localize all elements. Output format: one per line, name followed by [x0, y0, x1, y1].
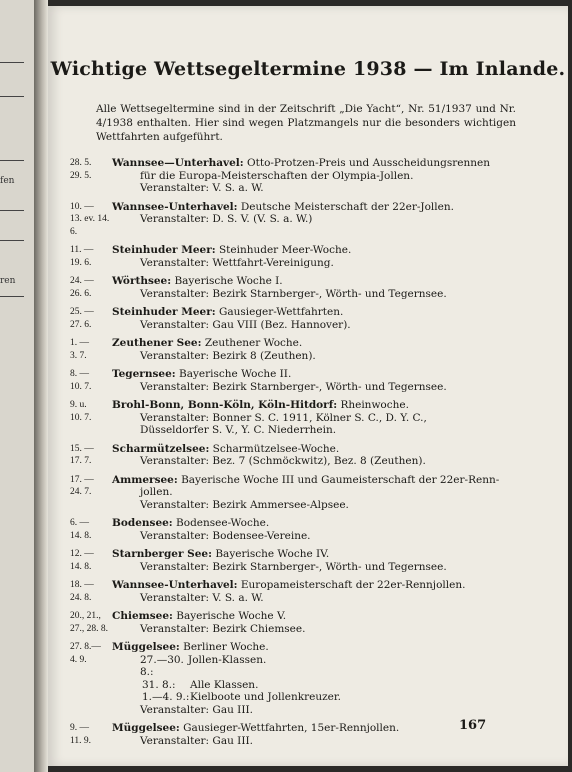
schedule-entry [70, 443, 520, 468]
entry-detail-line: Veranstalter: Bezirk Starnberger-, Wörth- und Tegernsee. [140, 287, 447, 300]
left-page-fragment: fen [0, 176, 15, 186]
page-title: Wichtige Wettsegeltermine 1938 — Im Inlande. [50, 58, 566, 80]
entry-detail-line: Veranstalter: V. S. a. W. [140, 182, 264, 194]
left-page-fragment: ren [0, 276, 16, 286]
entry-date-end: 17. 7. [70, 456, 92, 466]
entry-detail-line: Düsseldorfer S. V., Y. C. Niederrhein. [140, 424, 337, 436]
sub-date: 1.—4. 9.: [142, 691, 190, 703]
entry-date-end: 26. 6. [70, 288, 92, 299]
schedule-entry [70, 244, 520, 269]
entry-detail-line: Veranstalter: Wettfahrt-Vereinigung. [140, 256, 334, 269]
entry-date-start: 25. — [70, 307, 94, 317]
book-gutter [34, 0, 48, 772]
entry-date-start: 27. 8.— [70, 642, 101, 652]
entry-location: Ammersee: [112, 473, 178, 486]
schedule-entry [70, 201, 520, 239]
entry-event: Otto-Protzen-Preis und Ausscheidungsrennen [247, 157, 491, 169]
schedule-entry [70, 548, 520, 573]
entry-date-end: 19. 6. [70, 257, 92, 268]
entry-location: Steinhuder Meer: [112, 244, 216, 256]
left-page-rule [0, 296, 24, 297]
entry-detail-line: jollen. [140, 486, 173, 498]
entry-location: Bodensee: [112, 517, 173, 529]
entry-event: Gausieger-Wettfahrten. [218, 306, 344, 318]
entry-location: Wannsee—Unterhavel: [112, 157, 244, 169]
entry-date-start: 9. — [70, 723, 89, 733]
entry-date-end: 27., 28. 8. [70, 623, 108, 634]
schedule-entry [70, 474, 520, 512]
entry-date-end: 14. 8. [70, 561, 92, 572]
entry-organizer: Veranstalter: Gau III. [140, 734, 253, 747]
entry-date-start: 15. — [70, 443, 94, 454]
intro-paragraph: Alle Wettsegeltermine sind in der Zeitschrift „Die Yacht“, Nr. 51/1937 und Nr. 4/1938 enthalten. Hier sind wegen Platzmangels nur die besonders wichtigen Wettfahrten aufgeführt. [96, 103, 516, 143]
entry-date-start: 18. — [70, 580, 94, 590]
sub-date: 31. 8.: [142, 678, 176, 691]
entry-event: Zeuthener Woche. [204, 337, 303, 349]
entry-date-end: 27. 6. [70, 319, 92, 330]
entry-location: Starnberger See: [112, 548, 212, 560]
left-page-rule [0, 62, 24, 63]
schedule-list [70, 157, 520, 753]
schedule-entry [70, 157, 520, 195]
entry-location: Steinhuder Meer: [112, 306, 216, 318]
entry-location: Tegernsee: [112, 368, 176, 380]
entry-detail-line: Veranstalter: Bezirk Starnberger-, Wörth- und Tegernsee. [140, 380, 447, 393]
entry-date-end: 10. 7. [70, 412, 92, 423]
entry-detail-line: Veranstalter: Bezirk Chiemsee. [140, 622, 306, 635]
schedule-entry [70, 610, 520, 635]
schedule-entry-mueggelsee-gau [70, 722, 520, 747]
entry-date-start: 17. — [70, 474, 94, 485]
entry-detail-line: Veranstalter: Bezirk 8 (Zeuthen). [140, 349, 316, 362]
entry-date-end: 13. ev. 14. 6. [70, 214, 110, 237]
sub-text: Alle Klassen. [190, 678, 259, 691]
entry-event: Steinhuder Meer-Woche. [218, 244, 352, 256]
entry-location: Zeuthener See: [112, 337, 202, 349]
entry-event: Bayerische Woche III und Gaumeisterschaft der 22er-Renn- [181, 473, 500, 486]
left-page-rule [0, 240, 24, 241]
entry-location: Müggelsee: [112, 641, 180, 653]
sub-date: 27.—30. 8.: [140, 653, 184, 678]
entry-organizer: Veranstalter: Gau III. [140, 703, 253, 716]
entry-detail-line: Veranstalter: V. S. a. W. [140, 591, 264, 604]
schedule-entry [70, 517, 520, 542]
entry-date-start: 12. — [70, 549, 94, 559]
entry-event: Bodensee-Woche. [176, 517, 270, 529]
entry-location: Wannsee-Unterhavel: [112, 579, 238, 591]
left-page-rule [0, 96, 24, 97]
schedule-entry [70, 399, 520, 437]
entry-location: Chiemsee: [112, 610, 173, 622]
entry-date-start: 28. 5. [70, 158, 92, 168]
schedule-entry [70, 306, 520, 331]
entry-date-end: 4. 9. [70, 654, 87, 665]
entry-event: Europameisterschaft der 22er-Rennjollen. [240, 579, 466, 591]
entry-date-start: 9. u. [70, 400, 87, 410]
sub-text: Kielboote und Jollenkreuzer. [190, 691, 342, 703]
entry-date-start: 10. — [70, 201, 94, 212]
schedule-entry-mueggelsee-woche [70, 641, 520, 716]
entry-detail-line: Veranstalter: D. S. V. (V. S. a. W.) [140, 213, 313, 225]
schedule-entry [70, 337, 520, 362]
entry-detail-line: für die Europa-Meisterschaften der Olympia-Jollen. [140, 169, 414, 182]
entry-event: Bayerische Woche II. [178, 368, 292, 380]
entry-detail-line: Veranstalter: Gau VIII (Bez. Hannover). [140, 318, 351, 331]
entry-event: Bayerische Woche V. [176, 610, 287, 622]
entry-date-start: 1. — [70, 338, 89, 348]
book-page [48, 6, 568, 766]
entry-detail-line: Veranstalter: Bonner S. C. 1911, Kölner S. C., D. Y. C., [140, 411, 427, 424]
left-page-edge [0, 0, 35, 772]
schedule-entry [70, 275, 520, 300]
entry-event: Scharmützelsee-Woche. [212, 442, 340, 455]
entry-date-end: 11. 9. [70, 735, 92, 746]
entry-event: Bayerische Woche I. [174, 275, 283, 287]
entry-event: Berliner Woche. [183, 641, 269, 653]
entry-location: Scharmützelsee: [112, 442, 210, 455]
entry-detail-line: Veranstalter: Bez. 7 (Schmöckwitz), Bez. 8 (Zeuthen). [140, 455, 426, 467]
entry-date-start: 24. — [70, 276, 94, 286]
entry-date-end: 14. 8. [70, 530, 92, 541]
schedule-entry [70, 579, 520, 604]
entry-detail-line: Veranstalter: Bezirk Starnberger-, Wörth- und Tegernsee. [140, 560, 447, 573]
entry-date-end: 3. 7. [70, 350, 87, 361]
entry-date-start: 20., 21., [70, 611, 101, 621]
entry-date-start: 6. — [70, 518, 89, 528]
entry-date-start: 8. — [70, 369, 89, 379]
entry-date-start: 11. — [70, 245, 94, 255]
entry-event: Deutsche Meisterschaft der 22er-Jollen. [240, 200, 454, 213]
entry-event: Bayerische Woche IV. [215, 548, 330, 560]
entry-date-end: 24. 7. [70, 487, 92, 497]
entry-detail-line: Veranstalter: Bezirk Ammersee-Alpsee. [140, 498, 349, 511]
entry-location: Brohl-Bonn, Bonn-Köln, Köln-Hitdorf: [112, 399, 338, 411]
sub-text: Jollen-Klassen. [188, 653, 267, 666]
entry-location: Wannsee-Unterhavel: [112, 200, 238, 213]
entry-location: Müggelsee: [112, 722, 180, 734]
entry-detail-line: Veranstalter: Bodensee-Vereine. [140, 529, 311, 542]
left-page-rule [0, 160, 24, 161]
schedule-entry [70, 368, 520, 393]
entry-event: Rheinwoche. [340, 399, 409, 411]
left-page-rule [0, 210, 24, 211]
entry-date-end: 10. 7. [70, 381, 92, 392]
entry-event: Gausieger-Wettfahrten, 15er-Rennjollen. [183, 722, 400, 734]
entry-date-end: 29. 5. [70, 170, 92, 181]
entry-date-end: 24. 8. [70, 592, 92, 603]
entry-location: Wörthsee: [112, 275, 172, 287]
page-number: 167 [459, 718, 487, 733]
